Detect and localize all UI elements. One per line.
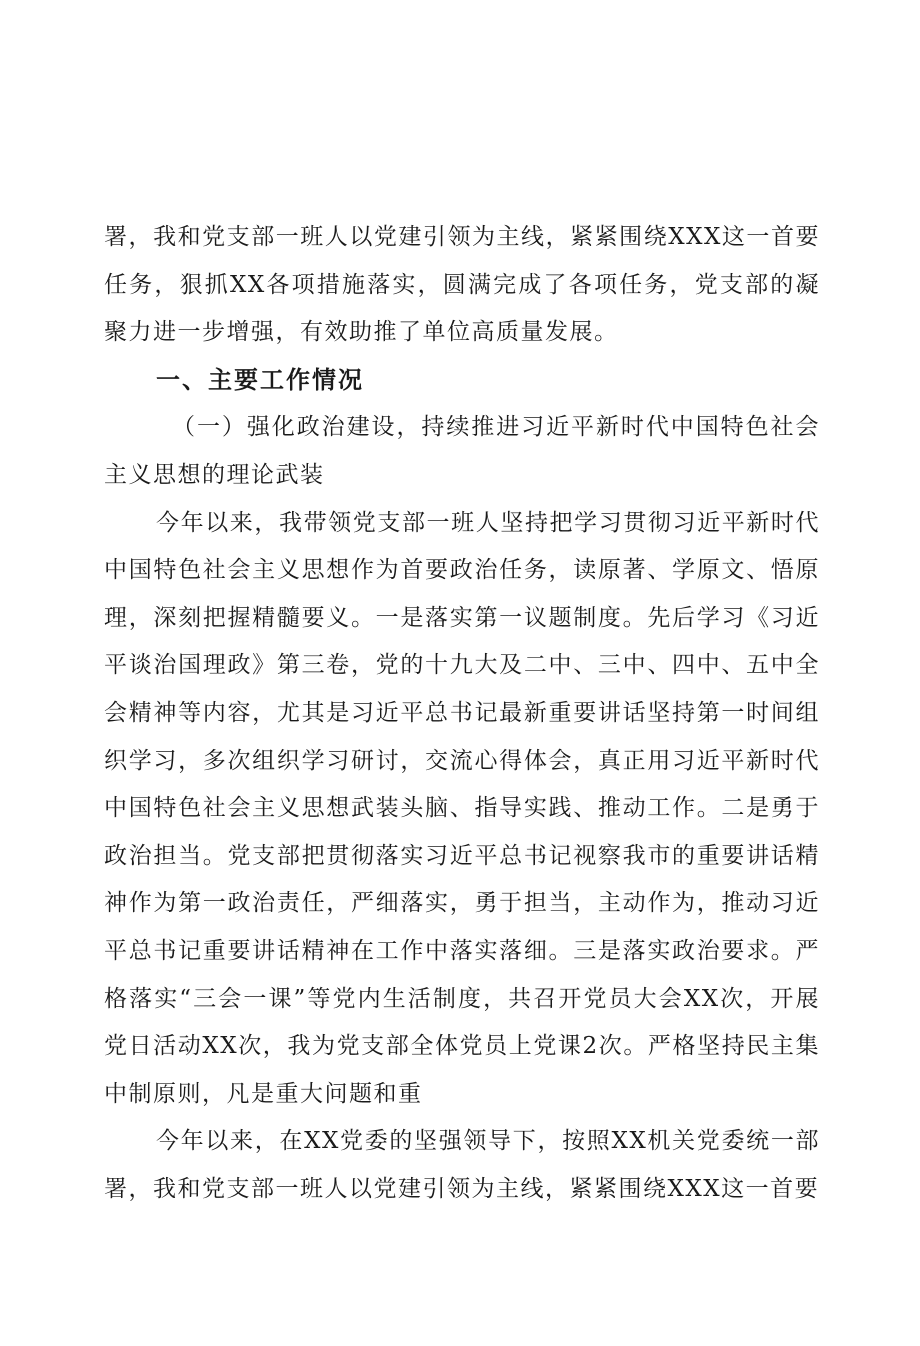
subsection-heading: （一）强化政治建设，持续推进习近平新时代中国特色社会主义思想的理论武装 — [104, 414, 820, 488]
document-body — [104, 214, 820, 1213]
paragraph-political-building: 今年以来，我带领党支部一班人坚持把学习贯彻习近平新时代中国特色社会主义思想作为首要政治任务，读原著、学原文、悟原理，深刻把握精髓要义。一是落实第一议题制度。先后学习《习近平谈治国理政》第三卷，党的十九大及二中、三中、四中、五中全会精神等内容，尤其是习近平总书记最新重要讲话坚持第一时间组织学习，多次组织学习研讨，交流心得体会，真正用习近平新时代中国特色社会主义思想武装头脑、指导实践、推动工作。二是勇于政治担当。党支部把贯彻落实习近平总书记视察我市的重要讲话精神作为第一政治责任，严细落实，勇于担当，主动作为，推动习近平总书记重要讲话精神在工作中落实落细。三是落实政治要求。严格落实“三会一课”等党内生活制度，共召开党员大会XX次，开展党日活动XX次，我为党支部全体党员上党课2次。严格坚持民主集中制原则，凡是重大问题和重 — [104, 509, 820, 1107]
section-heading: 一、主要工作情况 — [156, 365, 364, 394]
paragraph-repeated-intro: 今年以来，在XX党委的坚强领导下，按照XX机关党委统一部署，我和党支部一班人以党建引领为主线，紧紧围绕XXX这一首要 — [104, 1128, 820, 1202]
paragraph-continuation: 署，我和党支部一班人以党建引领为主线，紧紧围绕XXX这一首要任务，狠抓XX各项措施落实，圆满完成了各项任务，党支部的凝聚力进一步增强，有效助推了单位高质量发展。 — [104, 224, 820, 346]
